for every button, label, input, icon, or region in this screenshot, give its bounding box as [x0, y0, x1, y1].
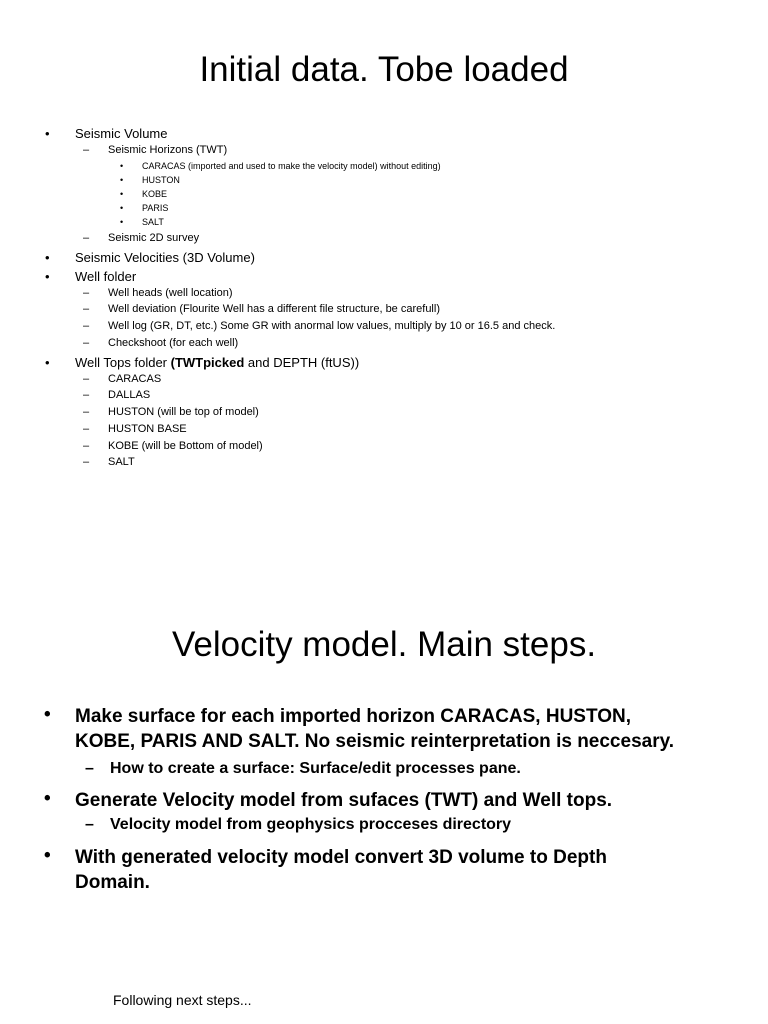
slide-title: Velocity model. Main steps.	[171, 625, 597, 664]
footer-note: Following next steps...	[113, 992, 252, 1008]
text-line: Generate Velocity model from sufaces (TWT) and Well tops.	[75, 790, 613, 811]
bullet-text: HUSTON BASE	[108, 423, 187, 435]
bullet-marker: •	[45, 126, 50, 141]
bullet-text: CARACAS	[108, 373, 162, 385]
text-line: How to create a surface: Surface/edit processes pane.	[110, 760, 521, 777]
bullet-marker: –	[83, 406, 90, 418]
bullet-text: CARACAS (imported and used to make the velocity model) without editing)	[142, 161, 441, 171]
bullet-text: Seismic Horizons (TWT)	[108, 144, 228, 156]
bullet-text: Seismic Volume	[75, 126, 168, 141]
bullet-text: SALT	[108, 456, 135, 468]
bullet-text: Well folder	[75, 269, 137, 284]
bullet-text	[110, 760, 521, 778]
bold-text: (TWTpicked	[170, 355, 245, 370]
bullet-marker: •	[45, 269, 50, 284]
bullet-marker: –	[83, 440, 90, 452]
text-line: Velocity model from geophysics procceses directory	[110, 816, 512, 833]
bullet-marker: •	[44, 788, 51, 809]
text-line: With generated velocity model convert 3D volume to Depth	[75, 847, 607, 868]
bullet-text: KOBE	[142, 189, 168, 199]
bullet-text	[75, 355, 359, 370]
bullet-text	[75, 704, 674, 754]
text-line: Make surface for each imported horizon CARACAS, HUSTON,	[75, 706, 632, 727]
bullet-marker: –	[83, 373, 90, 385]
bullet-text	[110, 816, 511, 834]
bullet-text: SALT	[142, 217, 164, 227]
text-line: KOBE, PARIS AND SALT. No seismic reinterpretation is neccesary.	[75, 731, 675, 752]
bullet-text: HUSTON	[142, 175, 180, 185]
bullet-marker: •	[45, 250, 50, 265]
bullet-text: Checkshoot (for each well)	[108, 337, 239, 349]
bullet-marker: •	[120, 217, 124, 227]
bullet-text: DALLAS	[108, 389, 151, 401]
slide-velocity-model	[0, 512, 768, 1024]
bullet-marker: –	[83, 337, 90, 349]
bullet-marker: –	[83, 456, 90, 468]
bullet-marker: –	[85, 760, 94, 777]
bullet-marker: –	[83, 287, 90, 299]
bullet-marker: •	[120, 203, 124, 213]
bullet-text: Well deviation (Flourite Well has a different file structure, be carefull)	[108, 303, 440, 315]
text-segment: and DEPTH (ftUS))	[244, 355, 360, 370]
bullet-marker: •	[45, 355, 50, 370]
bullet-text: Seismic Velocities (3D Volume)	[75, 250, 255, 265]
bullet-marker: •	[120, 189, 124, 199]
bullet-marker: –	[83, 232, 90, 244]
bullet-text: HUSTON (will be top of model)	[108, 406, 259, 418]
text-line: Domain.	[75, 872, 150, 893]
bullet-text	[75, 845, 607, 895]
bullet-marker: •	[120, 161, 124, 171]
bullet-text: Well heads (well location)	[108, 287, 233, 299]
bullet-text: Seismic 2D survey	[108, 232, 200, 244]
bullet-marker: –	[83, 303, 90, 315]
bullet-text: PARIS	[142, 203, 169, 213]
bullet-marker: –	[83, 423, 90, 435]
bullet-marker: •	[44, 704, 51, 725]
bullet-marker: –	[83, 144, 90, 156]
bullet-text: Well log (GR, DT, etc.) Some GR with anormal low values, multiply by 10 or 16.5 and check.	[108, 320, 556, 332]
bullet-text: KOBE (will be Bottom of model)	[108, 440, 263, 452]
bullet-marker: •	[44, 845, 51, 866]
bullet-marker: •	[120, 175, 124, 185]
bullet-marker: –	[83, 389, 90, 401]
slide-title: Initial data. Tobe loaded	[199, 50, 569, 89]
bullet-marker: –	[85, 816, 94, 833]
bullet-marker: –	[83, 320, 90, 332]
bullet-text	[75, 788, 612, 813]
text-segment: Well Tops folder	[75, 355, 171, 370]
